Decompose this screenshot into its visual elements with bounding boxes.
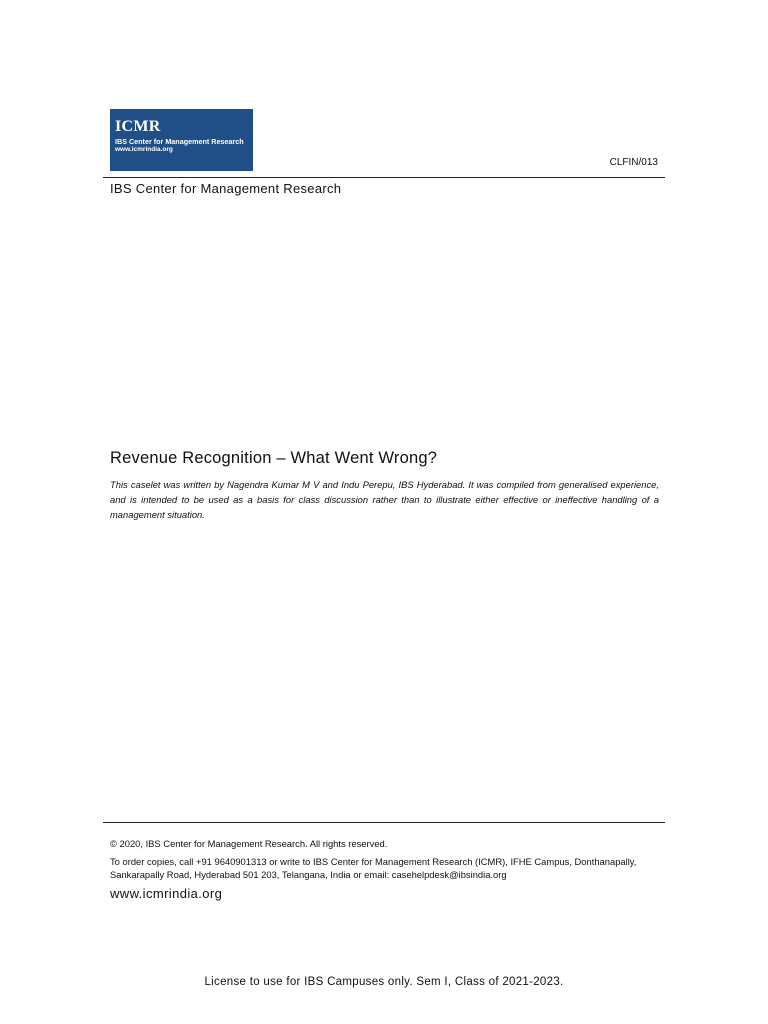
header-divider bbox=[103, 177, 665, 178]
icmr-logo bbox=[110, 109, 253, 171]
license-notice: License to use for IBS Campuses only. Sem I, Class of 2021-2023. bbox=[204, 976, 564, 988]
copyright-notice: © 2020, IBS Center for Management Research. All rights reserved. bbox=[110, 838, 388, 849]
case-code: CLFIN/013 bbox=[609, 157, 658, 168]
case-abstract: This caselet was written by Nagendra Kumar M V and Indu Perepu, IBS Hyderabad. It was compiled from generalised experience, and is intended to be used as a basis for class discussion rather than to illustrate either effective or ineffective handling of a management situation. bbox=[110, 479, 659, 520]
case-title: Revenue Recognition – What Went Wrong? bbox=[110, 449, 438, 467]
logo-name: ICMR bbox=[115, 118, 161, 135]
logo-url: www.icmrindia.org bbox=[115, 146, 173, 153]
center-name: IBS Center for Management Research bbox=[110, 181, 342, 196]
order-info: To order copies, call +91 9640901313 or write to IBS Center for Management Research (ICMR), IFHE Campus, Donthanapally, Sankarapally Road, Hyderabad 501 203, Telangana, India or email: casehelpdesk@ibsindia.org bbox=[110, 856, 637, 880]
website-link[interactable]: www.icmrindia.org bbox=[110, 886, 223, 901]
logo-subtitle: IBS Center for Management Research bbox=[115, 137, 244, 146]
footer-divider bbox=[103, 822, 665, 823]
